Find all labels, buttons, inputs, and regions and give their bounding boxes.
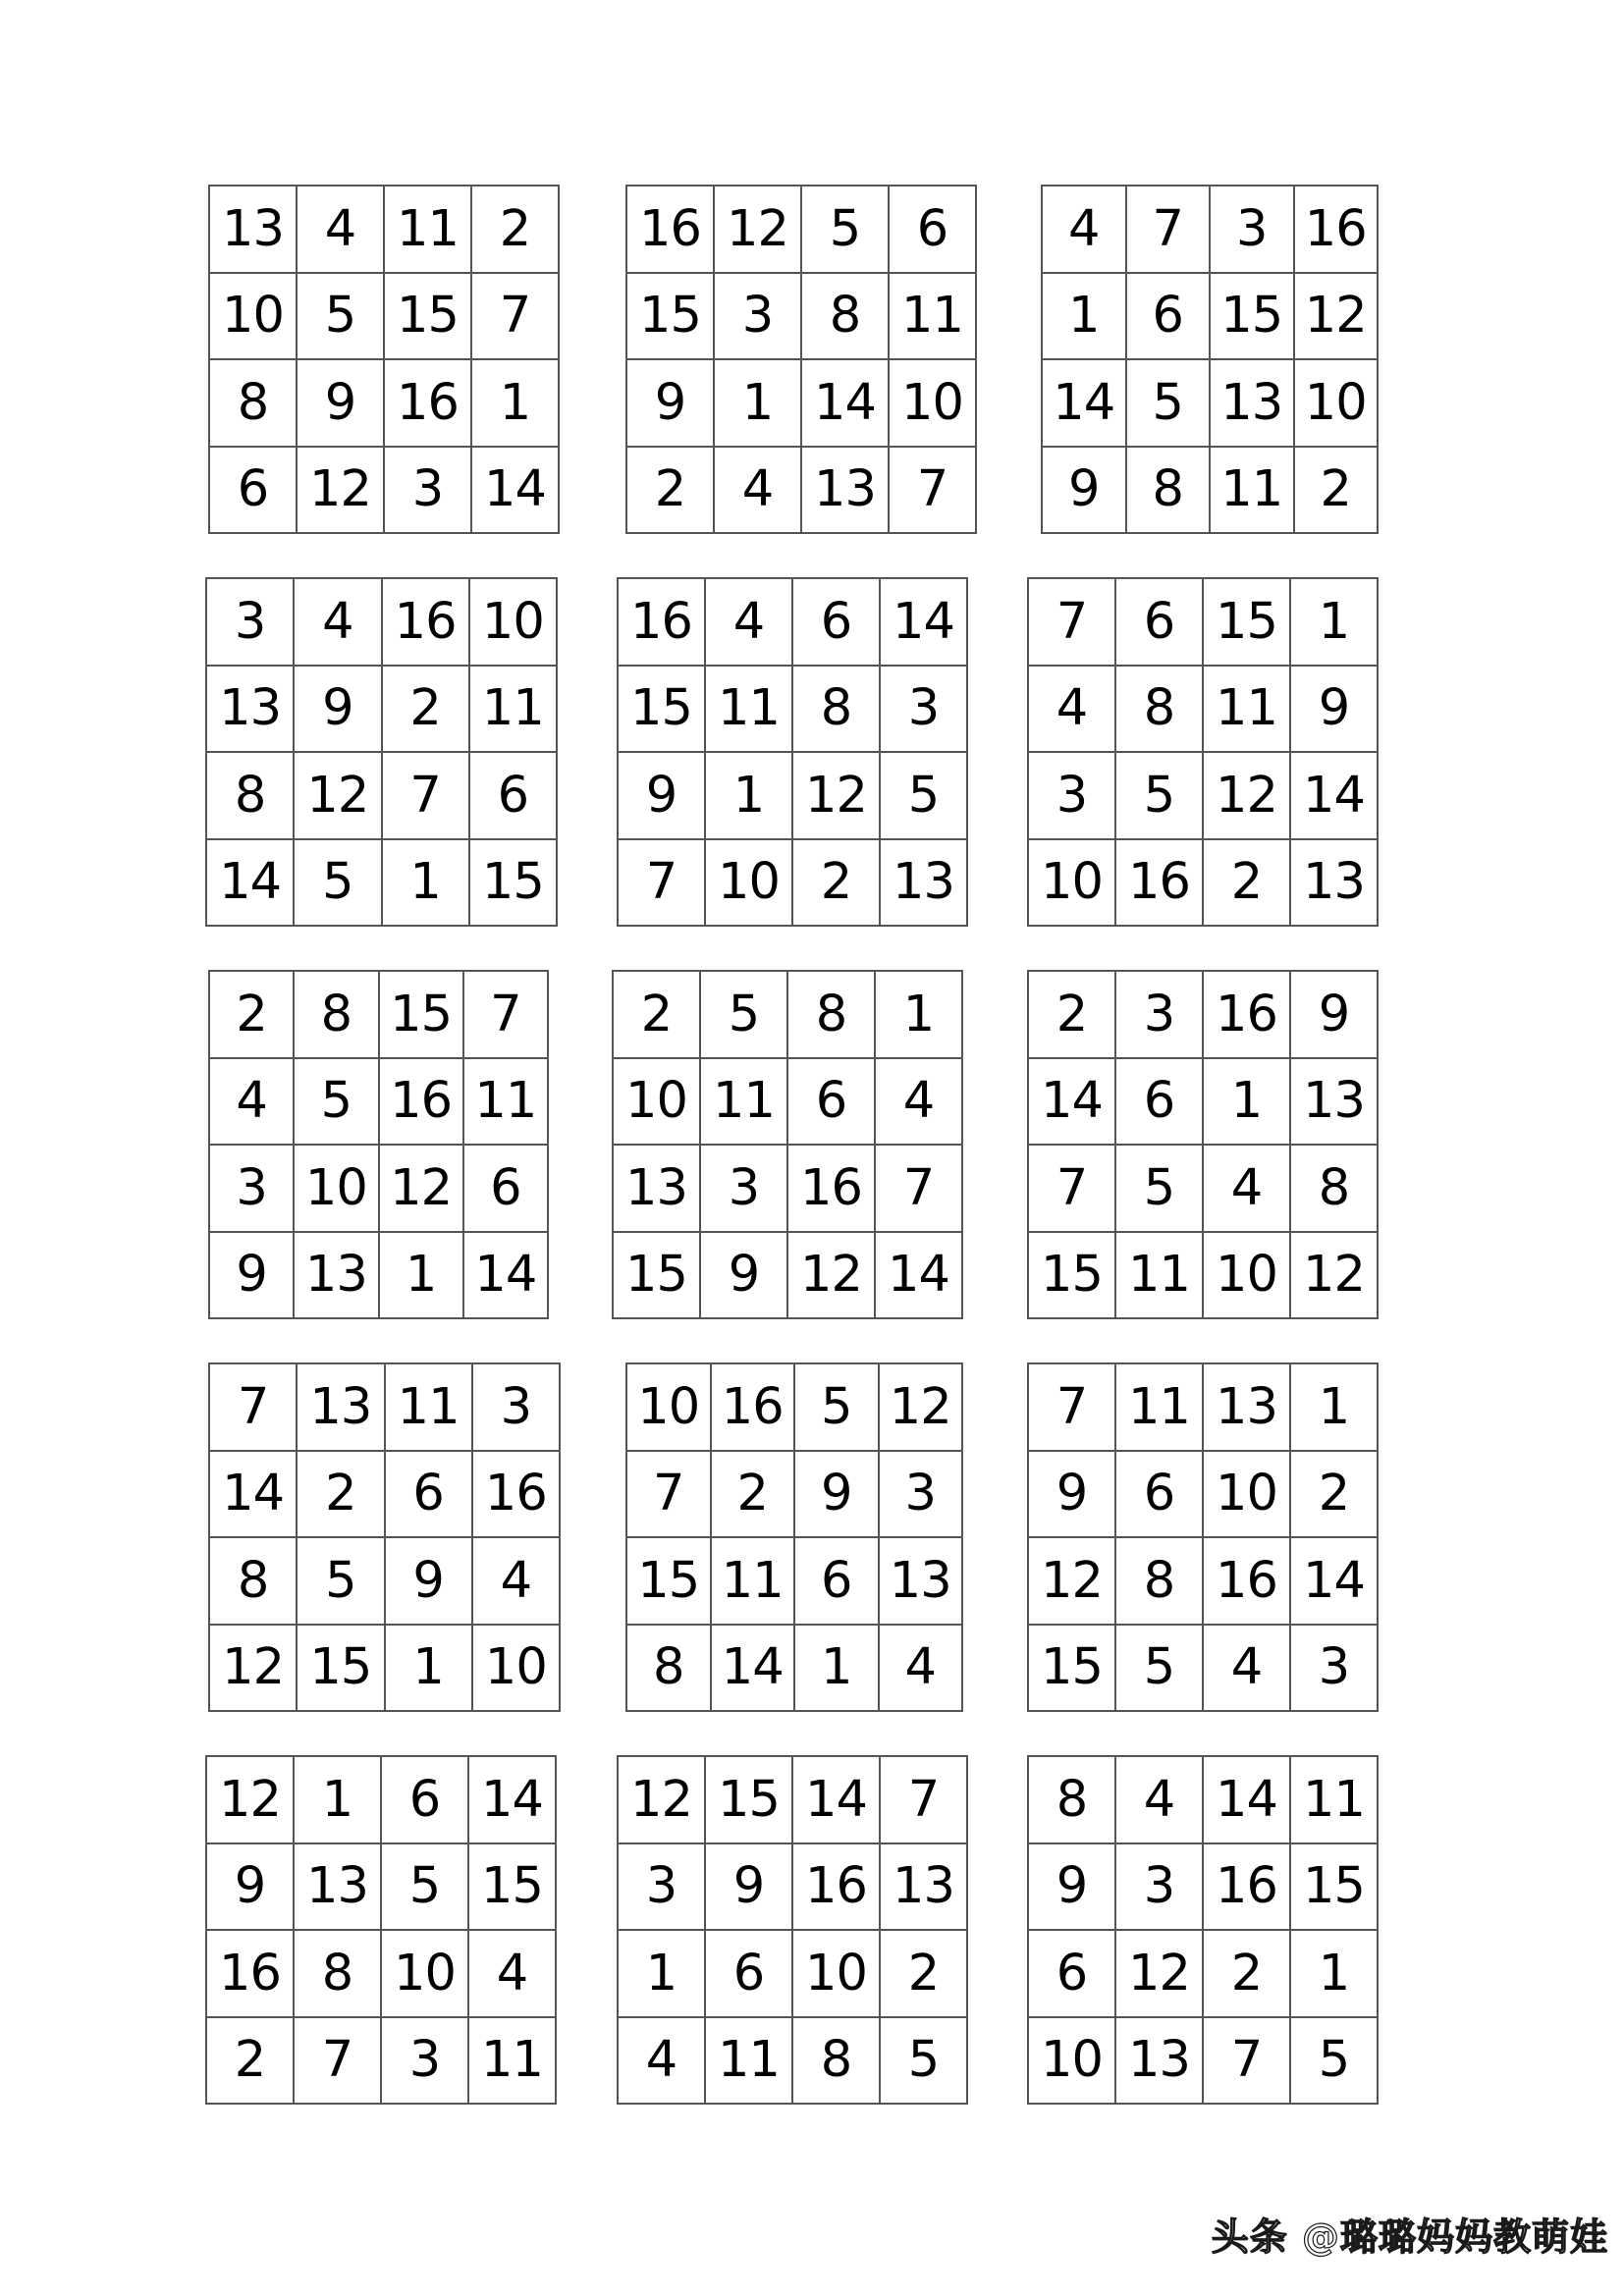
grid-cell: 8: [1029, 1757, 1116, 1844]
watermark: 头条 @璐璐妈妈教萌娃: [1211, 2216, 1608, 2259]
grid-cell: 16: [1116, 840, 1204, 928]
grid-cell: 3: [881, 667, 968, 754]
grid-cell: 2: [210, 972, 295, 1059]
grid-cell: 3: [473, 1364, 561, 1452]
grid-cell: 4: [295, 579, 382, 667]
grid-cell: 9: [1029, 1452, 1116, 1539]
grid-cell: 9: [210, 1233, 295, 1320]
grid-cell: 16: [712, 1364, 796, 1452]
grid-cell: 7: [890, 448, 977, 535]
number-grid: [208, 1362, 561, 1712]
grid-cell: 15: [1029, 1233, 1116, 1320]
grid-cell: 1: [706, 753, 793, 840]
grid-cell: 12: [619, 1757, 706, 1844]
grid-cell: 3: [1116, 1844, 1204, 1932]
grid-cell: 10: [1204, 1233, 1291, 1320]
grid-cell: 12: [1116, 1931, 1204, 2018]
grid-cell: 6: [464, 1146, 549, 1233]
grid-cell: 10: [1029, 2018, 1116, 2106]
grid-cell: 12: [1204, 753, 1291, 840]
grid-cell: 4: [706, 579, 793, 667]
grid-cell: 1: [1291, 1364, 1379, 1452]
grid-cell: 11: [890, 274, 977, 361]
grid-cell: 5: [795, 1364, 880, 1452]
grid-cell: 5: [1291, 2018, 1379, 2106]
grid-cell: 6: [386, 1452, 473, 1539]
number-grid: [208, 185, 560, 534]
grid-cell: 14: [1204, 1757, 1291, 1844]
grid-cell: 12: [1029, 1538, 1116, 1626]
grid-cell: 11: [1116, 1233, 1204, 1320]
grid-cell: 14: [210, 1452, 298, 1539]
grid-cell: 1: [876, 972, 963, 1059]
grid-cell: 2: [614, 972, 701, 1059]
grid-cell: 10: [473, 1626, 561, 1713]
grid-cell: 9: [701, 1233, 788, 1320]
number-grid: [1041, 185, 1379, 534]
grid-cell: 15: [380, 972, 464, 1059]
grid-cell: 4: [1029, 667, 1116, 754]
grid-cell: 6: [793, 579, 881, 667]
grid-cell: 10: [382, 1931, 469, 2018]
grid-cell: 2: [298, 1452, 385, 1539]
grid-cell: 16: [383, 579, 470, 667]
grid-cell: 8: [1116, 1538, 1204, 1626]
number-grid: [612, 970, 963, 1319]
grid-cell: 12: [1295, 274, 1380, 361]
grid-cell: 8: [210, 1538, 298, 1626]
grid-cell: 12: [1291, 1233, 1379, 1320]
grid-cell: 4: [876, 1059, 963, 1147]
grid-cell: 4: [469, 1931, 557, 2018]
grid-cell: 15: [385, 274, 472, 361]
grid-cell: 12: [210, 1626, 298, 1713]
grid-cell: 13: [1291, 840, 1379, 928]
grid-cell: 14: [793, 1757, 881, 1844]
grid-cell: 1: [380, 1233, 464, 1320]
grid-cell: 4: [1116, 1757, 1204, 1844]
grid-cell: 8: [207, 753, 295, 840]
grid-cell: 7: [876, 1146, 963, 1233]
grid-cell: 13: [298, 1364, 385, 1452]
grid-cell: 10: [295, 1146, 379, 1233]
grid-cell: 5: [295, 1059, 379, 1147]
grid-cell: 1: [383, 840, 470, 928]
grid-cell: 9: [1291, 667, 1379, 754]
grid-cell: 10: [890, 360, 977, 448]
grid-cell: 11: [1204, 667, 1291, 754]
grid-cell: 1: [795, 1626, 880, 1713]
grid-cell: 12: [295, 753, 382, 840]
grid-cell: 11: [1211, 448, 1295, 535]
grid-cell: 9: [1043, 448, 1127, 535]
grid-cell: 14: [1029, 1059, 1116, 1147]
grid-cell: 15: [706, 1757, 793, 1844]
grid-cell: 12: [380, 1146, 464, 1233]
grid-cell: 15: [627, 274, 715, 361]
grid-cell: 4: [473, 1538, 561, 1626]
grid-cell: 9: [795, 1452, 880, 1539]
grid-cell: 4: [210, 1059, 295, 1147]
number-grid: [208, 970, 549, 1319]
grid-cell: 1: [715, 360, 802, 448]
grid-cell: 6: [890, 187, 977, 274]
grid-cell: 7: [1127, 187, 1212, 274]
grid-cell: 9: [298, 360, 385, 448]
number-grid: [1027, 1362, 1379, 1712]
grid-cell: 7: [295, 2018, 382, 2106]
grid-cell: 11: [464, 1059, 549, 1147]
grid-cell: 10: [793, 1931, 881, 2018]
grid-cell: 4: [1043, 187, 1127, 274]
grid-cell: 5: [701, 972, 788, 1059]
grid-cell: 14: [876, 1233, 963, 1320]
grid-cell: 11: [712, 1538, 796, 1626]
grid-cell: 8: [802, 274, 890, 361]
grid-cell: 14: [712, 1626, 796, 1713]
grid-cell: 15: [1211, 274, 1295, 361]
grid-cell: 16: [473, 1452, 561, 1539]
grid-cell: 13: [614, 1146, 701, 1233]
grid-cell: 11: [1116, 1364, 1204, 1452]
grid-cell: 3: [1211, 187, 1295, 274]
grid-cell: 6: [382, 1757, 469, 1844]
grid-cell: 13: [295, 1233, 379, 1320]
grid-cell: 11: [386, 1364, 473, 1452]
number-grid: [625, 1362, 963, 1712]
grid-cell: 2: [881, 1931, 968, 2018]
grid-cell: 1: [1291, 579, 1379, 667]
grid-cell: 16: [385, 360, 472, 448]
grid-cell: 15: [298, 1626, 385, 1713]
grid-cell: 7: [383, 753, 470, 840]
grid-cell: 13: [207, 667, 295, 754]
grid-cell: 10: [627, 1364, 712, 1452]
grid-cell: 7: [1029, 1364, 1116, 1452]
grid-cell: 15: [619, 667, 706, 754]
grid-cell: 14: [1291, 1538, 1379, 1626]
grid-cell: 1: [619, 1931, 706, 2018]
grid-cell: 2: [1204, 840, 1291, 928]
grid-cell: 12: [788, 1233, 876, 1320]
grid-cell: 5: [881, 2018, 968, 2106]
grid-cell: 16: [627, 187, 715, 274]
grid-cell: 9: [295, 667, 382, 754]
grid-cell: 12: [880, 1364, 964, 1452]
grid-cell: 10: [1204, 1452, 1291, 1539]
grid-cell: 8: [793, 2018, 881, 2106]
grid-cell: 14: [802, 360, 890, 448]
grid-cell: 2: [1295, 448, 1380, 535]
number-grid: [617, 1755, 968, 2105]
grid-cell: 13: [881, 840, 968, 928]
grid-cell: 11: [701, 1059, 788, 1147]
grid-cell: 10: [210, 274, 298, 361]
grid-cell: 3: [1029, 753, 1116, 840]
grid-cell: 5: [1116, 1146, 1204, 1233]
grid-cell: 4: [880, 1626, 964, 1713]
grid-cell: 16: [793, 1844, 881, 1932]
grid-cell: 7: [619, 840, 706, 928]
grid-cell: 6: [1116, 1452, 1204, 1539]
grid-cell: 9: [207, 1844, 295, 1932]
grid-cell: 8: [1116, 667, 1204, 754]
number-grid: [205, 1755, 557, 2105]
grid-cell: 3: [715, 274, 802, 361]
grid-cell: 16: [207, 1931, 295, 2018]
grid-cell: 5: [295, 840, 382, 928]
grid-cell: 1: [1291, 1931, 1379, 2018]
grid-cell: 13: [881, 1844, 968, 1932]
grid-cell: 3: [207, 579, 295, 667]
grid-cell: 12: [793, 753, 881, 840]
grid-cell: 7: [1029, 579, 1116, 667]
grid-cell: 15: [627, 1538, 712, 1626]
number-grid: [1027, 577, 1379, 927]
grid-cell: 8: [793, 667, 881, 754]
grid-cell: 7: [464, 972, 549, 1059]
grid-cell: 14: [464, 1233, 549, 1320]
grid-cell: 2: [472, 187, 560, 274]
grid-cell: 16: [1204, 1844, 1291, 1932]
grid-cell: 9: [1291, 972, 1379, 1059]
grid-cell: 9: [706, 1844, 793, 1932]
grid-cell: 1: [472, 360, 560, 448]
grid-cell: 2: [712, 1452, 796, 1539]
grid-cell: 11: [1291, 1757, 1379, 1844]
grid-cell: 3: [210, 1146, 295, 1233]
grid-cell: 6: [1127, 274, 1212, 361]
grid-cell: 5: [802, 187, 890, 274]
grid-cell: 15: [1029, 1626, 1116, 1713]
grid-cell: 14: [1291, 753, 1379, 840]
grid-cell: 16: [1204, 972, 1291, 1059]
grid-cell: 4: [619, 2018, 706, 2106]
grid-cell: 10: [1295, 360, 1380, 448]
number-grid: [617, 577, 968, 927]
grid-cell: 13: [1116, 2018, 1204, 2106]
grid-cell: 7: [210, 1364, 298, 1452]
grid-cell: 14: [881, 579, 968, 667]
grid-cell: 3: [619, 1844, 706, 1932]
grid-cell: 13: [1204, 1364, 1291, 1452]
grid-cell: 7: [472, 274, 560, 361]
grid-cell: 13: [210, 187, 298, 274]
grid-cell: 10: [706, 840, 793, 928]
grid-cell: 8: [295, 972, 379, 1059]
grid-cell: 5: [1116, 753, 1204, 840]
number-grid: [625, 185, 977, 534]
grid-cell: 16: [1204, 1538, 1291, 1626]
grid-cell: 2: [793, 840, 881, 928]
grid-cell: 8: [788, 972, 876, 1059]
grid-cell: 15: [469, 1844, 557, 1932]
grid-cell: 11: [385, 187, 472, 274]
grid-cell: 11: [706, 2018, 793, 2106]
grid-cell: 8: [627, 1626, 712, 1713]
grid-cell: 6: [1029, 1931, 1116, 2018]
grid-cell: 13: [880, 1538, 964, 1626]
grid-cell: 7: [627, 1452, 712, 1539]
grid-cell: 11: [706, 667, 793, 754]
grid-cell: 5: [382, 1844, 469, 1932]
grid-cell: 15: [614, 1233, 701, 1320]
grid-cell: 3: [1116, 972, 1204, 1059]
grid-cell: 11: [470, 667, 558, 754]
grid-cell: 10: [614, 1059, 701, 1147]
grid-cell: 8: [1127, 448, 1212, 535]
grid-cell: 13: [1291, 1059, 1379, 1147]
grid-cell: 4: [1204, 1146, 1291, 1233]
grid-cell: 4: [715, 448, 802, 535]
grid-cell: 4: [1204, 1626, 1291, 1713]
grid-cell: 14: [207, 840, 295, 928]
grid-cell: 6: [706, 1931, 793, 2018]
grid-cell: 9: [627, 360, 715, 448]
grid-cell: 6: [795, 1538, 880, 1626]
grid-cell: 10: [1029, 840, 1116, 928]
grid-cell: 7: [1204, 2018, 1291, 2106]
grid-cell: 7: [881, 1757, 968, 1844]
grid-cell: 6: [1116, 579, 1204, 667]
grid-cell: 16: [1295, 187, 1380, 274]
grid-cell: 14: [469, 1757, 557, 1844]
grid-cell: 9: [619, 753, 706, 840]
grid-cell: 2: [1291, 1452, 1379, 1539]
grid-cell: 16: [619, 579, 706, 667]
grid-cell: 9: [386, 1538, 473, 1626]
grid-cell: 6: [470, 753, 558, 840]
grid-cell: 3: [382, 2018, 469, 2106]
grid-cell: 13: [802, 448, 890, 535]
grid-cell: 3: [1291, 1626, 1379, 1713]
grid-cell: 8: [210, 360, 298, 448]
grid-cell: 7: [1029, 1146, 1116, 1233]
grid-cell: 5: [1127, 360, 1212, 448]
grid-cell: 6: [210, 448, 298, 535]
grid-cell: 2: [383, 667, 470, 754]
grid-cell: 16: [380, 1059, 464, 1147]
grid-cell: 14: [1043, 360, 1127, 448]
number-grid: [1027, 1755, 1379, 2105]
grid-cell: 2: [1029, 972, 1116, 1059]
grid-cell: 1: [1043, 274, 1127, 361]
number-grid: [205, 577, 558, 927]
grid-cell: 6: [1116, 1059, 1204, 1147]
grid-cell: 16: [788, 1146, 876, 1233]
grid-cell: 8: [295, 1931, 382, 2018]
grid-cell: 12: [298, 448, 385, 535]
grid-cell: 5: [298, 274, 385, 361]
grid-cell: 14: [472, 448, 560, 535]
grid-cell: 10: [470, 579, 558, 667]
grid-cell: 15: [1291, 1844, 1379, 1932]
grid-cell: 5: [881, 753, 968, 840]
grid-cell: 1: [295, 1757, 382, 1844]
grid-cell: 12: [715, 187, 802, 274]
number-grid: [1027, 970, 1379, 1319]
grid-cell: 3: [385, 448, 472, 535]
grid-cell: 4: [298, 187, 385, 274]
grid-cell: 2: [627, 448, 715, 535]
grid-cell: 6: [788, 1059, 876, 1147]
grid-cell: 15: [470, 840, 558, 928]
grid-cell: 5: [298, 1538, 385, 1626]
grid-cell: 11: [469, 2018, 557, 2106]
grid-cell: 9: [1029, 1844, 1116, 1932]
grid-cell: 13: [295, 1844, 382, 1932]
grid-cell: 1: [386, 1626, 473, 1713]
grid-cell: 5: [1116, 1626, 1204, 1713]
grid-cell: 3: [880, 1452, 964, 1539]
grid-cell: 3: [701, 1146, 788, 1233]
grid-cell: 1: [1204, 1059, 1291, 1147]
grid-cell: 13: [1211, 360, 1295, 448]
grid-cell: 8: [1291, 1146, 1379, 1233]
grid-cell: 2: [1204, 1931, 1291, 2018]
grid-cell: 2: [207, 2018, 295, 2106]
grid-cell: 15: [1204, 579, 1291, 667]
grid-cell: 12: [207, 1757, 295, 1844]
